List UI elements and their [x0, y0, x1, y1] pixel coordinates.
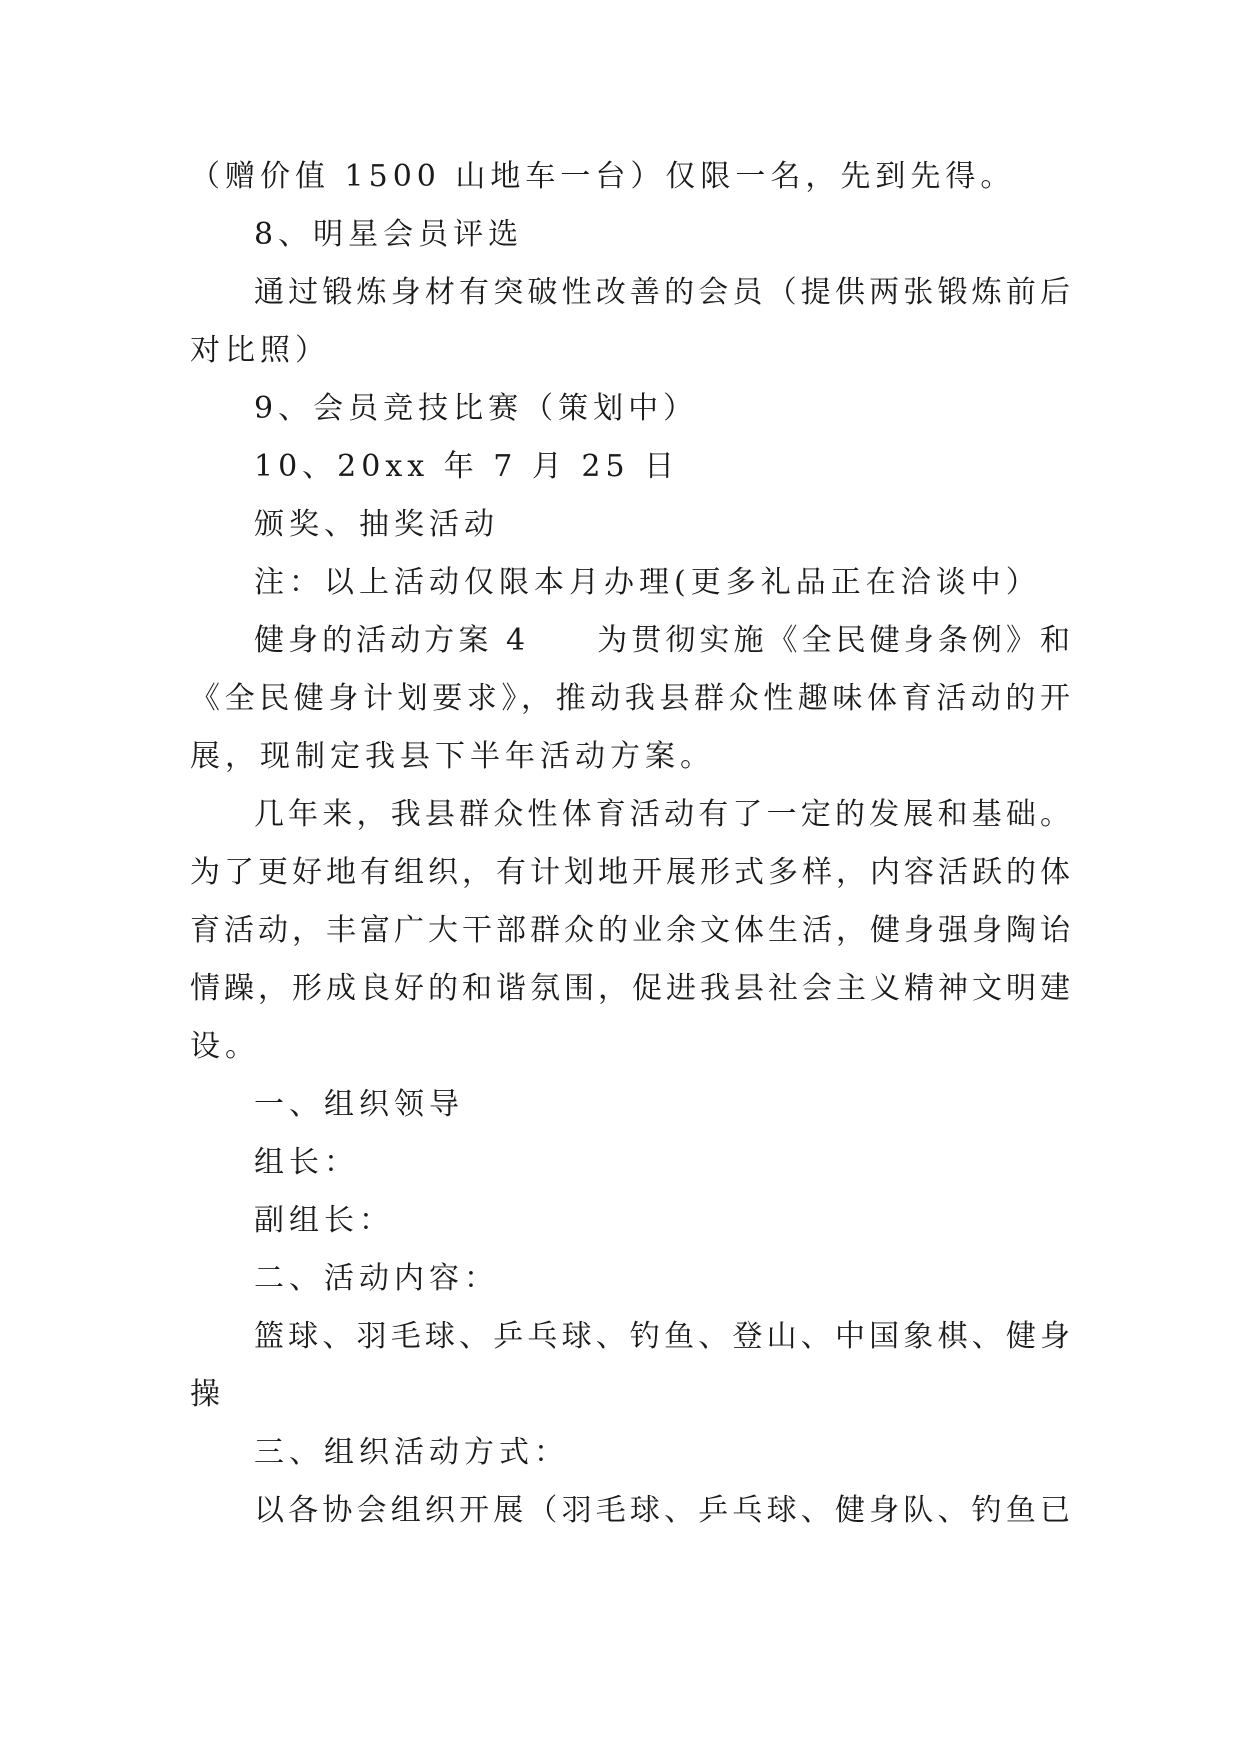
- text-line: 颁奖、抽奖活动: [254, 507, 499, 542]
- note-line: 注：以上活动仅限本月办理(更多礼品正在洽谈中）: [254, 565, 1041, 600]
- text-line: 健身的活动方案 4 为贯彻实施《全民健身条例》和: [254, 623, 1070, 658]
- section-heading: 三、组织活动方式：: [254, 1435, 569, 1470]
- section-heading: 10、20xx 年 7 月 25 日: [254, 449, 680, 484]
- text-line: 通过锻炼身材有突破性改善的会员（提供两张锻炼前后: [254, 275, 1070, 310]
- text-line: 几年来，我县群众性体育活动有了一定的发展和基础。: [254, 797, 1070, 832]
- section-heading: 8、明星会员评选: [254, 217, 524, 252]
- text-line: 展，现制定我县下半年活动方案。: [190, 739, 715, 774]
- text-line: 育活动，丰富广大干部群众的业余文体生活，健身强身陶诒: [190, 913, 1070, 948]
- text-line: 操: [190, 1377, 225, 1412]
- text-line: （赠价值 1500 山地车一台）仅限一名，先到先得。: [190, 159, 1016, 194]
- text-line: 对比照）: [190, 333, 330, 368]
- section-heading: 一、组织领导: [254, 1087, 464, 1122]
- text-line: 设。: [190, 1029, 260, 1064]
- text-line: 《全民健身计划要求》，推动我县群众性趣味体育活动的开: [190, 681, 1070, 716]
- text-line: 篮球、羽毛球、乒乓球、钓鱼、登山、中国象棋、健身: [254, 1319, 1070, 1354]
- text-line: 组长：: [254, 1145, 359, 1180]
- section-heading: 9、会员竞技比赛（策划中）: [254, 391, 699, 426]
- text-line: 副组长：: [254, 1203, 394, 1238]
- text-line: 为了更好地有组织，有计划地开展形式多样，内容活跃的体: [190, 855, 1070, 890]
- text-line: 情躁，形成良好的和谐氛围，促进我县社会主义精神文明建: [190, 971, 1070, 1006]
- section-heading: 二、活动内容：: [254, 1261, 499, 1296]
- text-line: 以各协会组织开展（羽毛球、乒乓球、健身队、钓鱼已: [254, 1493, 1070, 1528]
